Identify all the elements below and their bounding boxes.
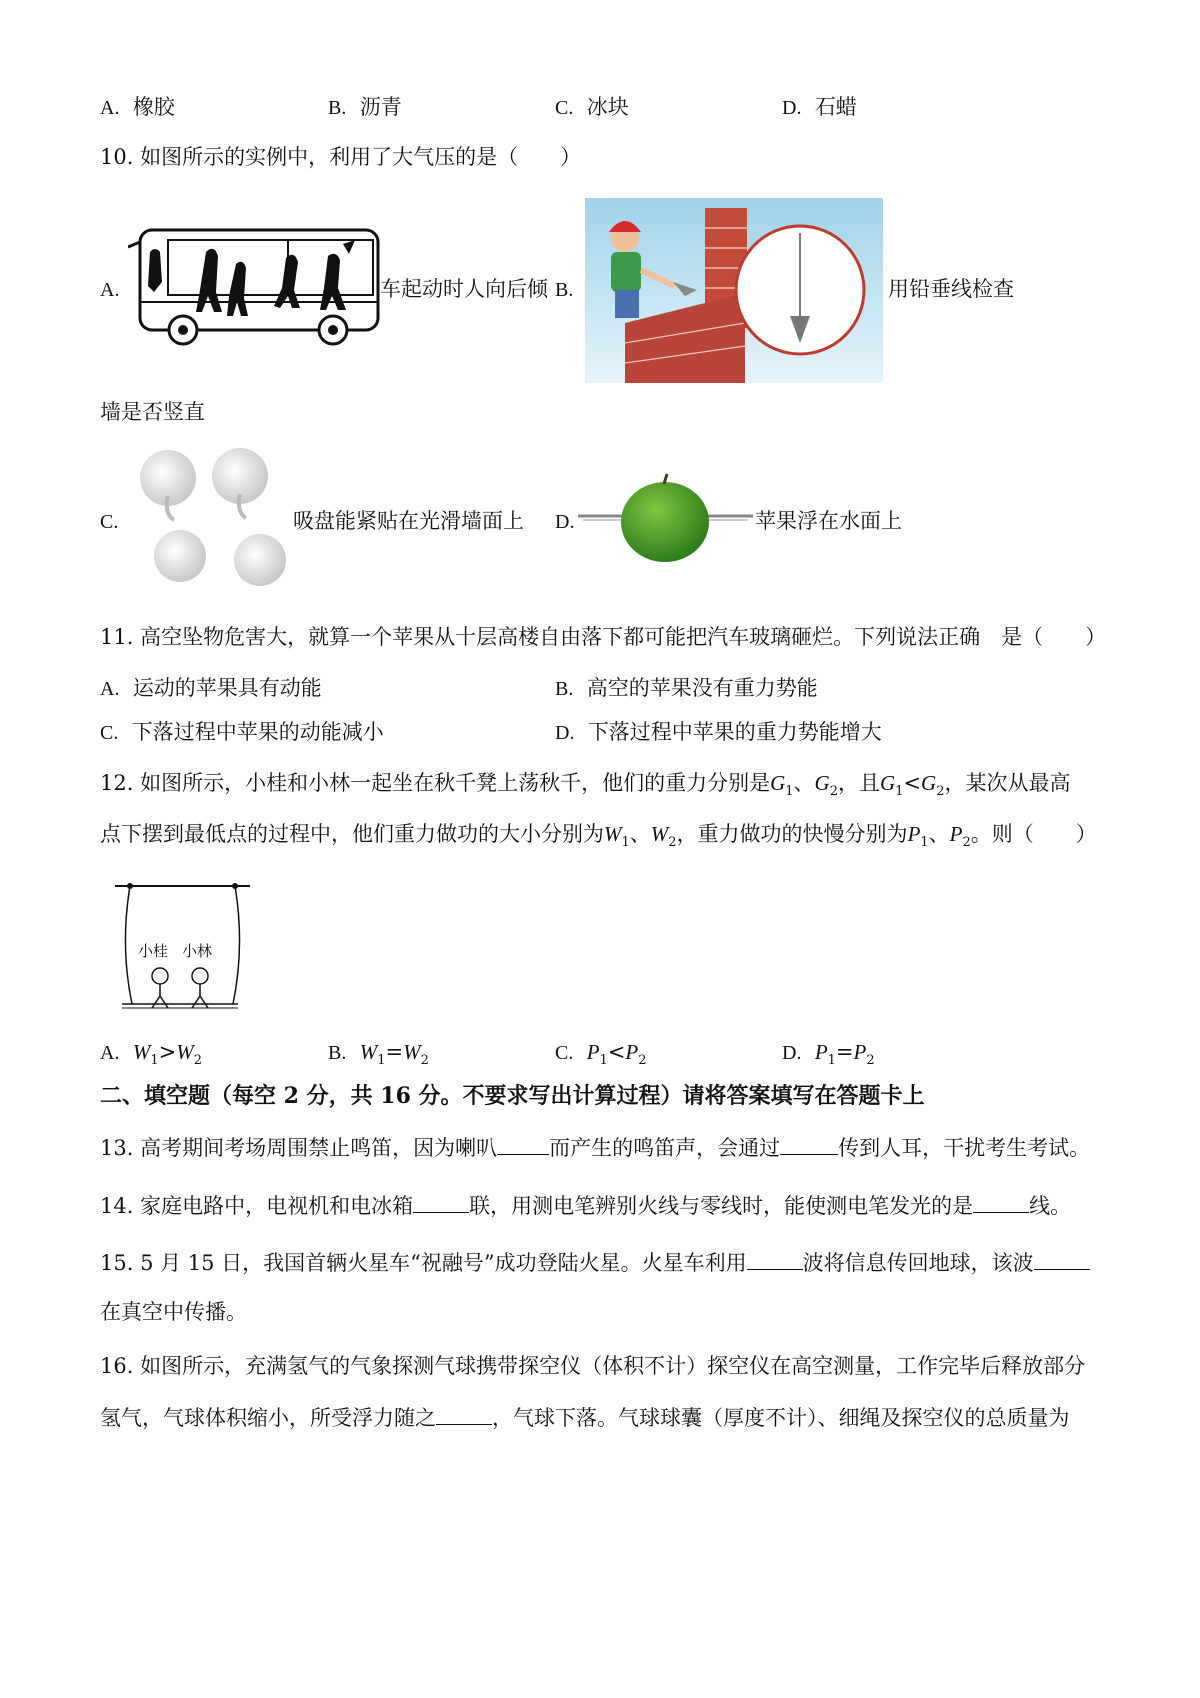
q10-option-b xyxy=(555,279,573,300)
q10-stem: 10. 如图所示的实例中，利用了大气压的是（ ） xyxy=(100,145,582,169)
answer-blank xyxy=(747,1251,803,1270)
option-letter: C. xyxy=(100,722,119,744)
option-text: 橡胶 xyxy=(132,95,175,119)
section-2-heading: 二、填空题（每空 2 分，共 16 分。不要求写出计算过程）请将答案填写在答题卡上 xyxy=(100,1083,925,1109)
option-text: 下落过程中苹果的动能减小 xyxy=(131,720,384,744)
bus-figure xyxy=(128,222,384,350)
q10-option-c xyxy=(100,511,118,532)
q14-stem: 14. 家庭电路中，电视机和电冰箱 联，用测电笔辨别火线与零线时，能使测电笔发光的是 线。 xyxy=(100,1194,1072,1218)
q13-stem: 13. 高考期间考场周围禁止鸣笛，因为喇叭 而产生的鸣笛声，会通过 传到人耳，干扰考生考试。 xyxy=(100,1136,1091,1160)
option-letter: A. xyxy=(100,97,120,119)
q16-stem-line-1: 16. 如图所示，充满氢气的气象探测气球携带探空仪（体积不计）探空仪在高空测量，工作完毕后释放部分 xyxy=(100,1354,1086,1378)
q10-option-d-text: 苹果浮在水面上 xyxy=(755,509,902,533)
option-letter: A. xyxy=(100,678,120,700)
q10-option-c-text: 吸盘能紧贴在光滑墙面上 xyxy=(293,509,524,533)
option-letter: D. xyxy=(555,511,575,533)
answer-blank xyxy=(1034,1251,1090,1270)
option-letter: B. xyxy=(555,678,574,700)
answer-blank xyxy=(413,1194,469,1213)
option-text: 石蜡 xyxy=(814,95,857,119)
answer-blank xyxy=(780,1136,838,1155)
option-text: 下落过程中苹果的重力势能增大 xyxy=(587,720,882,744)
option-text: 高空的苹果没有重力势能 xyxy=(586,676,818,700)
q9-option-d xyxy=(782,97,857,118)
q9-option-c xyxy=(555,97,629,118)
q11-option-a xyxy=(100,678,322,699)
q12-option-a: A. $W_1>W_2$ xyxy=(100,1040,202,1069)
q11-stem: 11. 高空坠物危害大，就算一个苹果从十层高楼自由落下都可能把汽车玻璃砸烂。下列说法正确 是（ ） xyxy=(100,625,1107,649)
option-letter: D. xyxy=(782,97,802,119)
q10-option-d xyxy=(555,511,574,532)
q11-option-d xyxy=(555,722,882,743)
q15-stem: 15. 5 月 15 日，我国首辆火星车“祝融号”成功登陆火星。火星车利用 波将信息传回地球，该波 xyxy=(100,1251,1090,1274)
q12-option-c: C. $P_1<P_2$ xyxy=(555,1040,647,1069)
option-text: 冰块 xyxy=(586,95,629,119)
swing-figure xyxy=(110,876,260,1016)
q10-option-b-text: 用铅垂线检查 xyxy=(888,277,1014,301)
plumb-line-figure xyxy=(585,198,883,383)
q12-stem-line-2: 点下摆到最低点的过程中，他们重力做功的大小分别为$W_1$、$W_2$，重力做功的快慢分别为$P_1$、$P_2$。则（ ） xyxy=(100,822,1097,851)
q12-option-b: B. $W_1=W_2$ xyxy=(328,1040,429,1069)
q11-option-c xyxy=(100,722,384,743)
floating-apple-figure xyxy=(578,472,753,564)
suction-cups-figure xyxy=(130,438,290,596)
q10-option-a-text: 车起动时人向后倾 xyxy=(380,277,548,301)
option-letter: D. xyxy=(555,722,575,744)
option-letter: B. xyxy=(328,97,347,119)
option-text: 运动的苹果具有动能 xyxy=(132,676,322,700)
answer-blank xyxy=(497,1136,549,1155)
q9-option-a xyxy=(100,97,175,118)
option-letter: C. xyxy=(555,97,574,119)
option-letter: C. xyxy=(100,511,119,533)
q10-option-a xyxy=(100,279,119,300)
option-letter: B. xyxy=(555,279,574,301)
q12-option-d: D. $P_1=P_2$ xyxy=(782,1040,875,1069)
answer-blank xyxy=(436,1406,492,1425)
q16-stem-line-2: 氢气，气球体积缩小，所受浮力随之 ，气球下落。气球球囊（厚度不计）、细绳及探空仪的总质量为 xyxy=(100,1406,1070,1430)
q15-stem-cont: 在真空中传播。 xyxy=(100,1300,247,1324)
swing-label-1: 小桂 xyxy=(138,942,169,960)
option-letter: A. xyxy=(100,279,120,301)
answer-blank xyxy=(973,1194,1029,1213)
q9-option-b xyxy=(328,97,402,118)
swing-label-2: 小林 xyxy=(182,942,213,960)
q10-option-b-text-cont: 墙是否竖直 xyxy=(100,400,205,424)
q12-stem-line-1: 12. 如图所示，小桂和小林一起坐在秋千凳上荡秋千，他们的重力分别是$G_1$、$G_2$，且$G_1<G_2$，某次从最高 xyxy=(100,771,1071,800)
q11-option-b xyxy=(555,678,818,699)
option-text: 沥青 xyxy=(359,95,402,119)
